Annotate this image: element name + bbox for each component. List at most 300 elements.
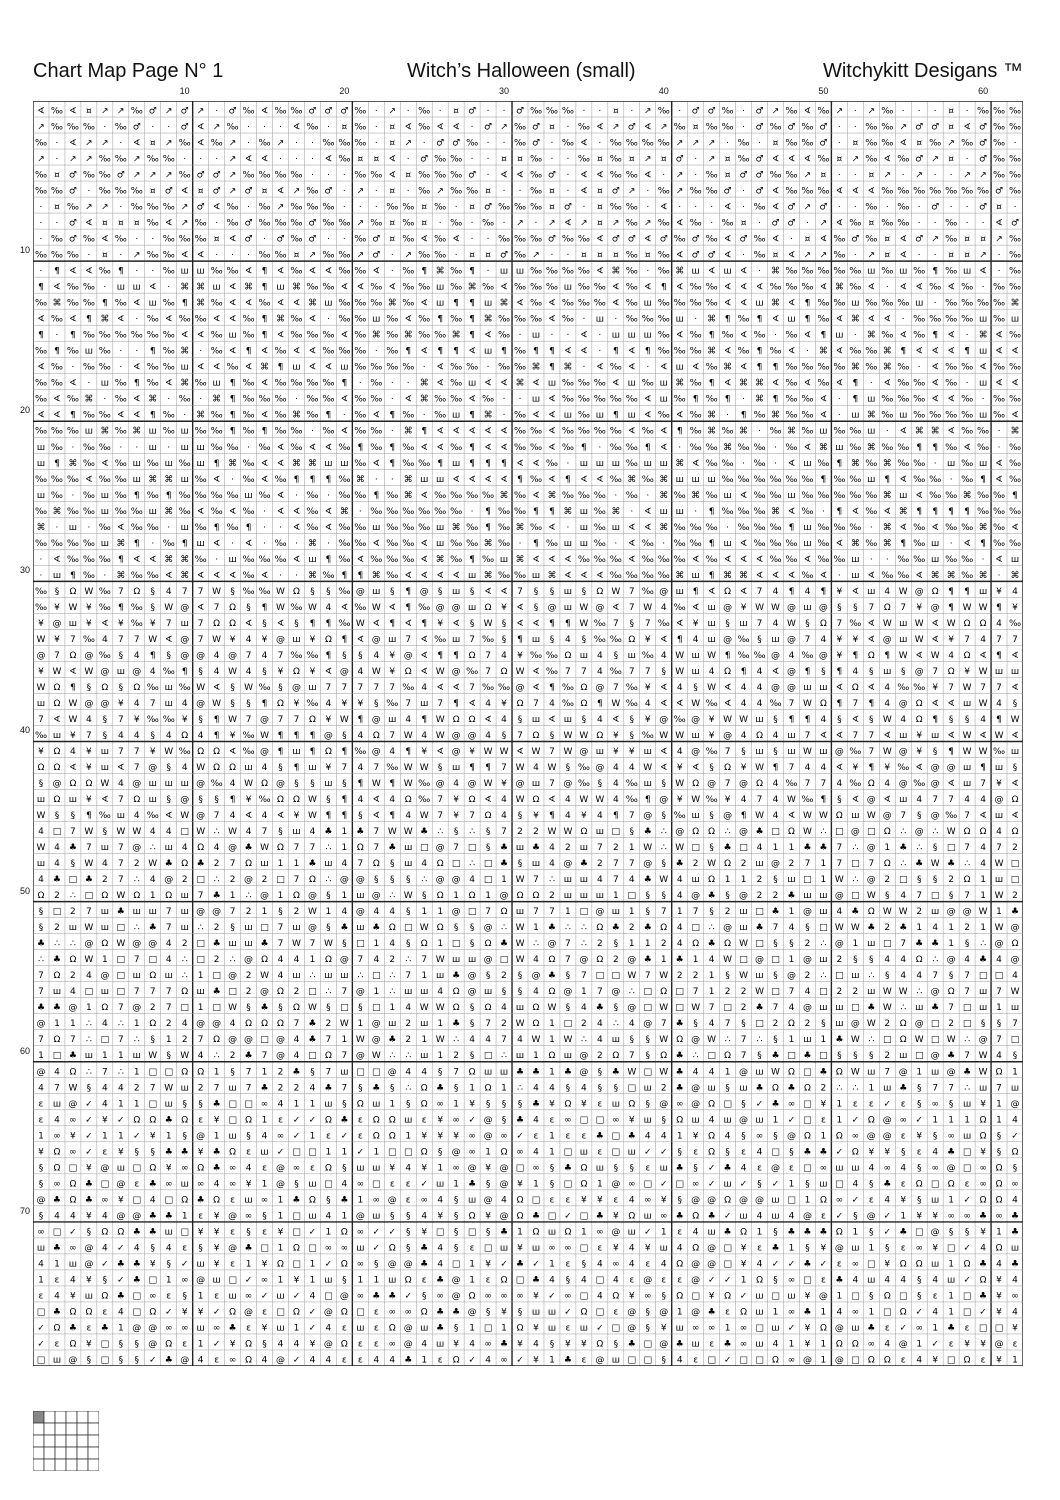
- chart-symbol: 4: [709, 667, 715, 677]
- chart-symbol: ш: [580, 1147, 588, 1157]
- chart-symbol: 1: [214, 1067, 220, 1077]
- chart-symbol: ·: [391, 427, 394, 437]
- chart-symbol: Ω: [596, 731, 603, 741]
- chart-symbol: ‰: [769, 555, 781, 565]
- chart-symbol: ∢: [676, 699, 684, 709]
- chart-symbol: §: [837, 1051, 842, 1061]
- chart-symbol: 4: [581, 1083, 587, 1093]
- chart-symbol: ¤: [725, 171, 731, 181]
- chart-symbol: ¥: [150, 1131, 156, 1141]
- chart-symbol: ∢: [484, 475, 492, 485]
- chart-symbol: ∢: [133, 299, 141, 309]
- chart-symbol: ·: [311, 155, 314, 165]
- chart-symbol: §: [566, 971, 571, 981]
- chart-symbol: ♣: [771, 1099, 779, 1109]
- chart-symbol: ♣: [803, 1051, 811, 1061]
- chart-symbol: 1: [789, 843, 795, 853]
- chart-symbol: ∢: [277, 811, 285, 821]
- cross-stitch-chart-grid: [33, 101, 1023, 1366]
- chart-symbol: ш: [644, 299, 652, 309]
- chart-symbol: ‰: [243, 571, 255, 581]
- chart-symbol: ♂: [69, 187, 77, 197]
- chart-symbol: §: [997, 1131, 1002, 1141]
- chart-symbol: ш: [356, 891, 364, 901]
- chart-symbol: ε: [933, 1291, 938, 1301]
- chart-symbol: 7: [54, 1083, 60, 1093]
- chart-symbol: ¶: [469, 267, 475, 277]
- chart-symbol: ¥: [677, 795, 683, 805]
- chart-symbol: ‰: [626, 283, 638, 293]
- chart-symbol: 1: [342, 1147, 348, 1157]
- chart-symbol: ‰: [1009, 395, 1021, 405]
- chart-symbol: ⌘: [787, 427, 796, 437]
- chart-symbol: ‰: [35, 475, 47, 485]
- chart-symbol: ∢: [708, 587, 716, 597]
- chart-symbol: §: [166, 763, 171, 773]
- chart-symbol: ∢: [772, 315, 780, 325]
- chart-symbol: ∢: [357, 635, 365, 645]
- chart-symbol: ‰: [801, 491, 813, 501]
- chart-symbol: ε: [1013, 1339, 1018, 1349]
- row-number: 10: [8, 245, 30, 255]
- chart-symbol: ∞: [373, 1195, 381, 1205]
- chart-symbol: ·: [103, 283, 106, 293]
- chart-symbol: ‰: [354, 331, 366, 341]
- chart-symbol: ¥: [342, 699, 348, 709]
- chart-symbol: 1: [198, 1291, 204, 1301]
- chart-symbol: ⌘: [52, 507, 61, 517]
- chart-symbol: 1: [262, 1179, 268, 1189]
- chart-symbol: ⌘: [148, 395, 157, 405]
- chart-symbol: ‰: [163, 347, 175, 357]
- chart-symbol: 4: [725, 1131, 731, 1141]
- chart-symbol: ш: [548, 379, 556, 389]
- chart-symbol: ¥: [805, 1323, 811, 1333]
- chart-symbol: ш: [931, 1259, 939, 1269]
- chart-symbol: 1: [773, 843, 779, 853]
- chart-symbol: ♣: [404, 1355, 412, 1365]
- chart-symbol: ·: [471, 507, 474, 517]
- chart-symbol: ‰: [993, 747, 1005, 757]
- chart-symbol: ¶: [373, 491, 379, 501]
- chart-symbol: ∞: [740, 1323, 748, 1333]
- chart-symbol: ↗: [37, 123, 45, 133]
- chart-symbol: 1: [102, 1131, 108, 1141]
- chart-symbol: ¶: [709, 539, 715, 549]
- chart-symbol: ·: [407, 379, 410, 389]
- chart-symbol: ‰: [67, 283, 79, 293]
- chart-symbol: ¥: [86, 1163, 92, 1173]
- chart-symbol: ♣: [53, 875, 61, 885]
- chart-symbol: ‰: [594, 635, 606, 645]
- chart-symbol: §: [454, 1323, 459, 1333]
- chart-symbol: 1: [916, 1067, 922, 1077]
- chart-symbol: Ω: [149, 1307, 156, 1317]
- chart-symbol: ♣: [500, 939, 508, 949]
- chart-symbol: ш: [37, 459, 45, 469]
- chart-symbol: @: [228, 971, 237, 981]
- chart-symbol: 4: [326, 1211, 332, 1221]
- chart-symbol: 4: [150, 1195, 156, 1205]
- chart-symbol: 7: [741, 1035, 747, 1045]
- chart-symbol: ε: [214, 1355, 219, 1365]
- chart-symbol: 7: [373, 683, 379, 693]
- chart-symbol: ⌘: [899, 507, 908, 517]
- chart-symbol: @: [452, 667, 461, 677]
- chart-symbol: 7: [405, 699, 411, 709]
- chart-symbol: ‰: [418, 106, 430, 116]
- chart-symbol: ∞: [452, 1163, 460, 1173]
- chart-symbol: @: [947, 1067, 956, 1077]
- chart-symbol: ♣: [452, 971, 460, 981]
- chart-symbol: ∴: [501, 923, 507, 933]
- chart-symbol: ‰: [690, 427, 702, 437]
- chart-symbol: ¥: [1012, 603, 1018, 613]
- chart-symbol: §: [502, 987, 507, 997]
- chart-symbol: ‰: [626, 315, 638, 325]
- chart-symbol: ·: [487, 171, 490, 181]
- chart-symbol: ¶: [469, 331, 475, 341]
- chart-symbol: ¤: [86, 106, 92, 116]
- chart-symbol: ⌘: [675, 459, 684, 469]
- chart-symbol: ‰: [290, 235, 302, 245]
- chart-symbol: ·: [918, 106, 921, 116]
- chart-symbol: @: [755, 1195, 764, 1205]
- chart-symbol: ш: [324, 1099, 332, 1109]
- chart-symbol: ‰: [913, 539, 925, 549]
- chart-symbol: W: [979, 603, 988, 613]
- chart-symbol: W: [212, 635, 221, 645]
- chart-symbol: ‰: [674, 715, 686, 725]
- chart-symbol: @: [244, 875, 253, 885]
- chart-symbol: ·: [966, 379, 969, 389]
- chart-symbol: §: [119, 1355, 124, 1365]
- chart-symbol: ¶: [326, 619, 332, 629]
- chart-symbol: ε: [645, 1259, 650, 1269]
- chart-symbol: 7: [661, 907, 667, 917]
- chart-symbol: ‰: [227, 219, 239, 229]
- chart-symbol: @: [531, 971, 540, 981]
- chart-symbol: ·: [327, 235, 330, 245]
- chart-symbol: 4: [533, 1083, 539, 1093]
- chart-symbol: @: [84, 651, 93, 661]
- chart-symbol: ∴: [916, 987, 922, 997]
- chart-symbol: ¤: [469, 203, 475, 213]
- chart-symbol: ∢: [117, 523, 125, 533]
- chart-symbol: 4: [150, 875, 156, 885]
- chart-symbol: ⌘: [563, 363, 572, 373]
- chart-symbol: W: [516, 939, 525, 949]
- chart-symbol: 2: [884, 1019, 890, 1029]
- chart-symbol: W: [212, 699, 221, 709]
- chart-symbol: ш: [596, 411, 604, 421]
- chart-symbol: §: [773, 1131, 778, 1141]
- chart-symbol: 2: [884, 1051, 890, 1061]
- chart-symbol: □: [340, 1003, 349, 1013]
- chart-symbol: ⌘: [404, 427, 413, 437]
- chart-symbol: W: [260, 971, 269, 981]
- chart-symbol: ✓: [37, 1339, 45, 1349]
- chart-symbol: ‰: [961, 459, 973, 469]
- chart-symbol: ш: [516, 267, 524, 277]
- chart-symbol: 1: [565, 907, 571, 917]
- chart-symbol: W: [675, 843, 684, 853]
- chart-symbol: ↗: [404, 251, 412, 261]
- chart-symbol: @: [452, 1291, 461, 1301]
- chart-symbol: □: [85, 987, 94, 997]
- chart-symbol: ‰: [817, 363, 829, 373]
- chart-symbol: ¥: [214, 1259, 220, 1269]
- chart-symbol: ✓: [245, 1275, 253, 1285]
- chart-symbol: ‰: [147, 571, 159, 581]
- chart-symbol: ∢: [852, 507, 860, 517]
- chart-symbol: □: [739, 1355, 748, 1365]
- chart-symbol: ‰: [913, 683, 925, 693]
- chart-symbol: Ω: [996, 1067, 1003, 1077]
- chart-symbol: ✓: [740, 1291, 748, 1301]
- chart-symbol: §: [885, 971, 890, 981]
- chart-symbol: ‰: [913, 523, 925, 533]
- chart-symbol: ш: [899, 619, 907, 629]
- chart-symbol: □: [149, 1275, 158, 1285]
- chart-symbol: 4: [134, 811, 140, 821]
- chart-symbol: ∞: [149, 1291, 157, 1301]
- chart-symbol: §: [39, 779, 44, 789]
- chart-symbol: ↗: [580, 219, 588, 229]
- chart-symbol: □: [755, 939, 764, 949]
- chart-symbol: ш: [197, 539, 205, 549]
- chart-symbol: ‰: [386, 699, 398, 709]
- chart-symbol: ш: [899, 267, 907, 277]
- chart-symbol: ‰: [179, 171, 191, 181]
- chart-symbol: ·: [854, 123, 857, 133]
- chart-symbol: ш: [883, 1083, 891, 1093]
- chart-symbol: ш: [803, 523, 811, 533]
- chart-symbol: ↗: [357, 187, 365, 197]
- chart-symbol: ·: [551, 251, 554, 261]
- chart-symbol: ∴: [852, 875, 858, 885]
- chart-symbol: §: [917, 811, 922, 821]
- chart-symbol: ‰: [594, 539, 606, 549]
- chart-symbol: §: [853, 1051, 858, 1061]
- chart-symbol: §: [326, 891, 331, 901]
- chart-symbol: 7: [198, 587, 204, 597]
- chart-symbol: ∢: [500, 587, 508, 597]
- chart-symbol: 7: [613, 859, 619, 869]
- chart-symbol: ·: [40, 203, 43, 213]
- chart-symbol: §: [119, 683, 124, 693]
- chart-symbol: ‰: [290, 267, 302, 277]
- chart-symbol: ‰: [322, 251, 334, 261]
- chart-symbol: ‰: [322, 427, 334, 437]
- chart-symbol: ·: [838, 411, 841, 421]
- chart-symbol: ∢: [500, 283, 508, 293]
- chart-symbol: 7: [693, 987, 699, 997]
- chart-symbol: ‰: [274, 539, 286, 549]
- chart-symbol: ♣: [452, 1307, 460, 1317]
- chart-symbol: ‰: [131, 106, 143, 116]
- chart-symbol: ♣: [1011, 1211, 1019, 1221]
- chart-symbol: 4: [405, 715, 411, 725]
- chart-symbol: ✓: [373, 1243, 381, 1253]
- chart-symbol: @: [931, 779, 940, 789]
- chart-symbol: ∢: [724, 555, 732, 565]
- chart-symbol: ♂: [324, 106, 332, 116]
- chart-symbol: @: [675, 827, 684, 837]
- chart-symbol: 7: [789, 699, 795, 709]
- chart-symbol: ♂: [979, 123, 987, 133]
- chart-symbol: 7: [629, 667, 635, 677]
- chart-symbol: ∢: [915, 491, 923, 501]
- chart-symbol: W: [148, 1051, 157, 1061]
- chart-symbol: ♣: [213, 891, 221, 901]
- chart-symbol: ‰: [338, 251, 350, 261]
- chart-symbol: ‰: [578, 299, 590, 309]
- chart-symbol: 7: [230, 859, 236, 869]
- chart-symbol: ¥: [916, 747, 922, 757]
- chart-symbol: 7: [246, 651, 252, 661]
- chart-symbol: ∢: [644, 507, 652, 517]
- chart-symbol: ш: [883, 667, 891, 677]
- chart-symbol: ⌘: [659, 491, 668, 501]
- chart-symbol: ∞: [500, 1131, 508, 1141]
- chart-symbol: 4: [996, 827, 1002, 837]
- chart-symbol: ·: [135, 315, 138, 325]
- chart-symbol: 2: [166, 1019, 172, 1029]
- chart-symbol: ∴: [182, 955, 188, 965]
- chart-symbol: ‰: [466, 667, 478, 677]
- chart-symbol: W: [196, 683, 205, 693]
- chart-symbol: ·: [503, 106, 506, 116]
- chart-symbol: ·: [231, 475, 234, 485]
- chart-symbol: 1: [549, 1355, 555, 1365]
- chart-symbol: ♂: [628, 123, 636, 133]
- chart-symbol: ш: [452, 587, 460, 597]
- chart-symbol: □: [771, 955, 780, 965]
- chart-symbol: ∢: [548, 443, 556, 453]
- chart-symbol: ‰: [658, 267, 670, 277]
- chart-symbol: ‰: [99, 187, 111, 197]
- chart-symbol: ‰: [322, 571, 334, 581]
- chart-symbol: 4: [533, 1339, 539, 1349]
- chart-symbol: ·: [471, 155, 474, 165]
- chart-symbol: ¥: [964, 667, 970, 677]
- chart-symbol: ♣: [213, 939, 221, 949]
- chart-symbol: ш: [372, 1211, 380, 1221]
- chart-symbol: ∴: [389, 1051, 395, 1061]
- chart-symbol: ‰: [769, 539, 781, 549]
- chart-symbol: ↗: [660, 123, 668, 133]
- chart-symbol: ·: [902, 106, 905, 116]
- chart-symbol: 4: [1012, 1195, 1018, 1205]
- chart-symbol: @: [276, 635, 285, 645]
- chart-symbol: §: [949, 1099, 954, 1109]
- chart-symbol: W: [979, 699, 988, 709]
- chart-symbol: §: [374, 699, 379, 709]
- chart-symbol: ¶: [182, 667, 188, 677]
- chart-symbol: ·: [838, 571, 841, 581]
- chart-symbol: 7: [86, 907, 92, 917]
- chart-symbol: ∞: [484, 1339, 492, 1349]
- chart-symbol: W: [388, 827, 397, 837]
- chart-symbol: ·: [886, 427, 889, 437]
- chart-symbol: 7: [517, 587, 523, 597]
- chart-symbol: □: [739, 955, 748, 965]
- chart-symbol: §: [406, 1243, 411, 1253]
- chart-symbol: 4: [549, 843, 555, 853]
- chart-symbol: ‰: [514, 139, 526, 149]
- chart-symbol: ‰: [562, 106, 574, 116]
- chart-symbol: ш: [436, 539, 444, 549]
- chart-symbol: W: [180, 811, 189, 821]
- chart-symbol: ♂: [755, 171, 763, 181]
- chart-symbol: □: [787, 1051, 796, 1061]
- chart-symbol: ε: [39, 1115, 44, 1125]
- chart-symbol: §: [614, 1339, 619, 1349]
- chart-symbol: ‰: [450, 507, 462, 517]
- chart-symbol: ♣: [564, 1355, 572, 1365]
- chart-symbol: Ω: [485, 603, 492, 613]
- chart-symbol: ·: [183, 155, 186, 165]
- chart-symbol: @: [867, 1131, 876, 1141]
- chart-symbol: ·: [710, 203, 713, 213]
- chart-symbol: ⌘: [915, 427, 924, 437]
- chart-symbol: Ω: [596, 587, 603, 597]
- chart-symbol: ∞: [564, 1243, 572, 1253]
- chart-symbol: Ω: [277, 843, 284, 853]
- chart-symbol: ·: [503, 187, 506, 197]
- chart-symbol: ♣: [197, 859, 205, 869]
- chart-symbol: @: [995, 1339, 1004, 1349]
- chart-symbol: §: [837, 795, 842, 805]
- chart-symbol: Ω: [341, 1259, 348, 1269]
- chart-symbol: ¥: [38, 747, 44, 757]
- chart-symbol: ∢: [436, 379, 444, 389]
- chart-symbol: ¶: [900, 539, 906, 549]
- chart-symbol: ✓: [388, 1227, 396, 1237]
- chart-symbol: ‰: [594, 555, 606, 565]
- chart-symbol: 4: [326, 1355, 332, 1365]
- chart-symbol: ✓: [309, 1227, 317, 1237]
- chart-symbol: ∢: [979, 731, 987, 741]
- chart-symbol: ш: [867, 1067, 875, 1077]
- chart-symbol: 4: [230, 811, 236, 821]
- chart-symbol: ∢: [37, 411, 45, 421]
- chart-symbol: ш: [739, 923, 747, 933]
- chart-symbol: ¤: [389, 139, 395, 149]
- chart-symbol: ✓: [820, 1259, 828, 1269]
- chart-symbol: 1: [821, 1355, 827, 1365]
- chart-symbol: ↗: [277, 203, 285, 213]
- chart-symbol: ‰: [674, 395, 686, 405]
- chart-symbol: ¥: [38, 1147, 44, 1157]
- chart-symbol: ∞: [676, 1099, 684, 1109]
- chart-symbol: ‰: [466, 523, 478, 533]
- chart-symbol: §: [773, 971, 778, 981]
- chart-symbol: Ω: [884, 859, 891, 869]
- chart-symbol: W: [244, 683, 253, 693]
- chart-symbol: ♣: [229, 1323, 237, 1333]
- chart-symbol: §: [278, 827, 283, 837]
- chart-symbol: 4: [182, 699, 188, 709]
- chart-symbol: 4: [852, 1275, 858, 1285]
- chart-symbol: ‰: [306, 491, 318, 501]
- chart-symbol: 2: [661, 1083, 667, 1093]
- chart-symbol: W: [292, 939, 301, 949]
- chart-symbol: ‰: [370, 283, 382, 293]
- chart-symbol: ♂: [69, 219, 77, 229]
- chart-symbol: ‰: [418, 171, 430, 181]
